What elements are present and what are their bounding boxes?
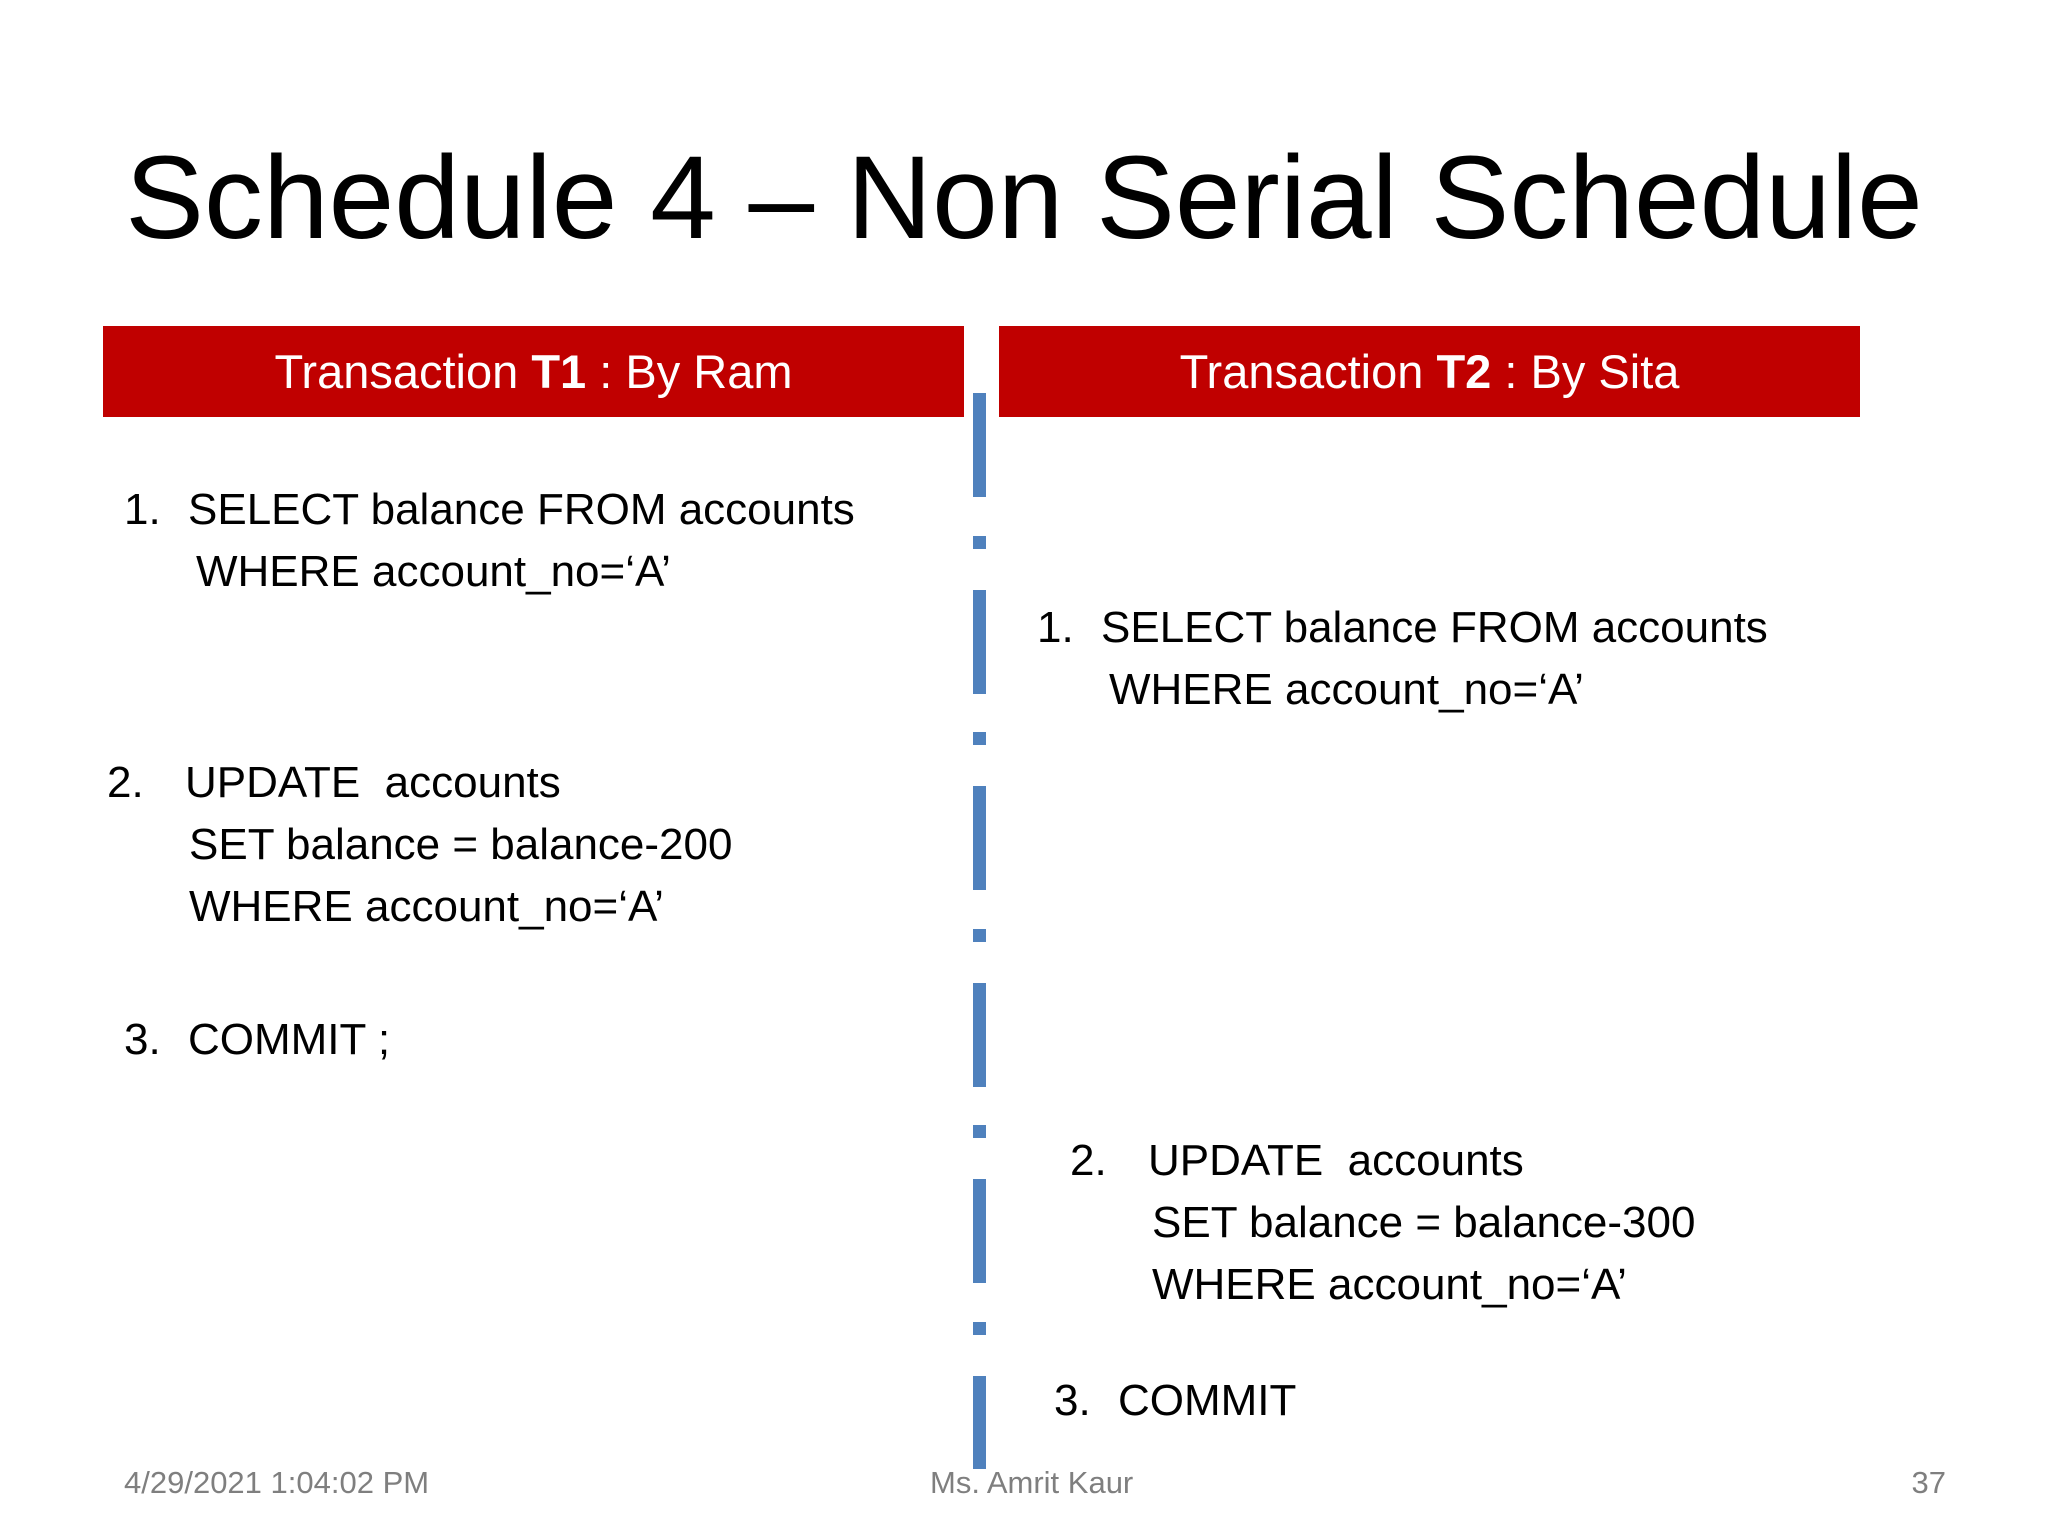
divider-segments <box>973 393 986 1469</box>
t1-step-2-number: 2. <box>107 758 144 807</box>
t1-step-3 <box>124 1009 390 1071</box>
transaction-t1-label-prefix: Transaction <box>274 345 519 398</box>
t1-step-1 <box>124 479 855 603</box>
t1-step-3-number: 3. <box>124 1015 161 1064</box>
divider-dash <box>973 590 986 694</box>
t1-step-1-line-2: WHERE account_no=‘A’ <box>196 547 671 596</box>
t1-step-3-line-1: COMMIT ; <box>188 1015 391 1064</box>
t1-step-2-line-2: SET balance = balance-200 <box>189 820 733 869</box>
divider-dot <box>973 929 986 942</box>
transaction-t1-id: T1 <box>531 345 587 398</box>
t2-step-2-number: 2. <box>1070 1136 1107 1185</box>
divider-dot <box>973 1322 986 1335</box>
divider-dash <box>973 983 986 1087</box>
divider-dash <box>973 1376 986 1469</box>
transaction-t1-header <box>103 326 964 417</box>
t2-step-1-line-1: SELECT balance FROM accounts <box>1101 603 1768 652</box>
t2-step-2 <box>1070 1130 1695 1316</box>
divider-dot <box>973 536 986 549</box>
divider-dot <box>973 1125 986 1138</box>
t2-step-3-line-1: COMMIT <box>1118 1376 1297 1425</box>
t2-step-3 <box>1054 1370 1296 1432</box>
transaction-t2-id: T2 <box>1436 345 1492 398</box>
t1-step-1-number: 1. <box>124 485 161 534</box>
transaction-t2-label-suffix: : By Sita <box>1504 345 1680 398</box>
slide-title: Schedule 4 – Non Serial Schedule <box>125 132 1923 264</box>
t1-step-2 <box>107 752 732 938</box>
t2-step-3-number: 3. <box>1054 1376 1091 1425</box>
t2-step-2-line-2: SET balance = balance-300 <box>1152 1198 1696 1247</box>
t2-step-1-number: 1. <box>1037 603 1074 652</box>
divider-dot <box>973 732 986 745</box>
t2-step-1 <box>1037 597 1768 721</box>
footer-date: 4/29/2021 1:04:02 PM <box>124 1465 430 1500</box>
divider-dash <box>973 393 986 497</box>
transaction-t1-label-suffix: : By Ram <box>599 345 793 398</box>
footer-author: Ms. Amrit Kaur <box>930 1465 1134 1500</box>
transaction-t2-header <box>999 326 1860 417</box>
t1-step-2-line-3: WHERE account_no=‘A’ <box>189 882 664 931</box>
divider-dash <box>973 1179 986 1283</box>
t1-step-1-line-1: SELECT balance FROM accounts <box>188 485 855 534</box>
divider-dash <box>973 786 986 890</box>
t2-step-1-line-2: WHERE account_no=‘A’ <box>1109 665 1584 714</box>
transaction-t2-label-prefix: Transaction <box>1179 345 1424 398</box>
timeline-divider <box>973 393 986 1469</box>
t2-step-2-line-1: UPDATE accounts <box>1148 1136 1524 1185</box>
t1-step-2-line-1: UPDATE accounts <box>185 758 561 807</box>
footer-page-number: 37 <box>1911 1465 1946 1500</box>
t2-step-2-line-3: WHERE account_no=‘A’ <box>1152 1260 1627 1309</box>
